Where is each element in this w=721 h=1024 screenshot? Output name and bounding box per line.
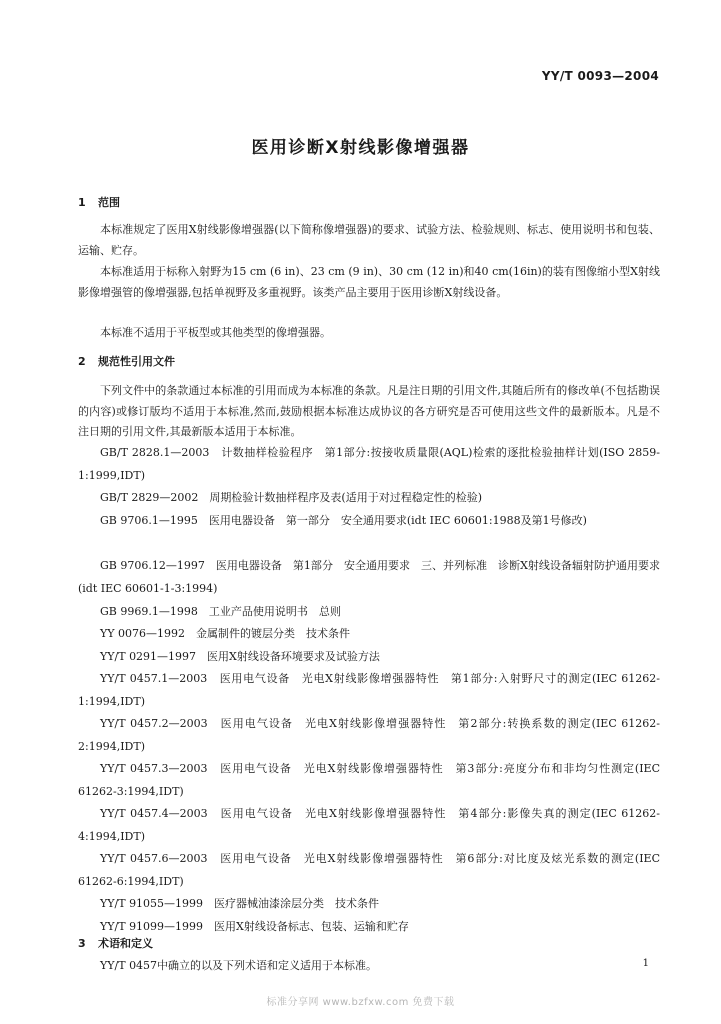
reference-item: YY/T 0457.2—2003 医用电气设备 光电X射线影像增强器特性 第2部分:转换系数的测定(IEC 61262-2:1994,IDT) (78, 717, 660, 753)
section-number: 3 (78, 937, 86, 950)
reference-item: YY 0076—1992 金属制件的镀层分类 技术条件 (100, 627, 351, 640)
document-title: 医用诊断X射线影像增强器 (251, 138, 470, 158)
paragraph: YY/T 0457中确立的以及下列术语和定义适用于本标准。 (100, 959, 378, 972)
section-title: 术语和定义 (98, 937, 153, 950)
reference-item: GB 9706.1—1995 医用电器设备 第一部分 安全通用要求(idt IEC 60601:1988及第1号修改) (100, 514, 587, 527)
paragraph: 本标准适用于标称入射野为15 cm (6 in)、23 cm (9 in)、30 cm (12 in)和40 cm(16in)的装有图像缩小型X射线影像增强管的像增强器,包括单视野及多重视野。该类产品主要用于医用诊断X射线设备。 (78, 265, 660, 299)
paragraph: 本标准规定了医用X射线影像增强器(以下简称像增强器)的要求、试验方法、检验规则、标志、使用说明书和包装、运输、贮存。 (78, 223, 660, 257)
section-heading-scope (78, 194, 120, 210)
paragraph: 下列文件中的条款通过本标准的引用而成为本标准的条款。凡是注日期的引用文件,其随后所有的修改单(不包括勘误的内容)或修订版均不适用于本标准,然而,鼓励根据本标准达成协议的各方研究是否可使用这些文件的最新版本。凡是不注日期的引用文件,其最新版本适用于本标准。 (78, 384, 660, 438)
section-number: 2 (78, 355, 86, 368)
page-number: 1 (642, 958, 649, 969)
section-title: 规范性引用文件 (98, 355, 175, 368)
section-heading-terms-definitions (78, 935, 153, 951)
reference-item: GB 9706.12—1997 医用电器设备 第1部分 安全通用要求 三、并列标准 诊断X射线设备辐射防护通用要求(idt IEC 60601-1-3:1994) (78, 559, 660, 595)
reference-item: YY/T 91055—1999 医疗器械油漆涂层分类 技术条件 (100, 897, 380, 910)
paragraph: 本标准不适用于平板型或其他类型的像增强器。 (100, 326, 331, 339)
reference-item: YY/T 91099—1999 医用X射线设备标志、包装、运输和贮存 (100, 920, 409, 933)
reference-item: YY/T 0457.3—2003 医用电气设备 光电X射线影像增强器特性 第3部分:亮度分布和非均匀性测定(IEC 61262-3:1994,IDT) (78, 762, 660, 798)
section-number: 1 (78, 196, 86, 209)
section-heading-normative-references (78, 353, 175, 369)
standard-number: YY/T 0093—2004 (541, 69, 659, 83)
reference-item: GB 9969.1—1998 工业产品使用说明书 总则 (100, 605, 341, 618)
reference-item: YY/T 0457.1—2003 医用电气设备 光电X射线影像增强器特性 第1部分:入射野尺寸的测定(IEC 61262-1:1994,IDT) (78, 672, 660, 708)
reference-item: YY/T 0457.4—2003 医用电气设备 光电X射线影像增强器特性 第4部分:影像失真的测定(IEC 61262-4:1994,IDT) (78, 807, 660, 843)
reference-item: GB/T 2829—2002 周期检验计数抽样程序及表(适用于对过程稳定性的检验) (100, 491, 482, 504)
reference-item: GB/T 2828.1—2003 计数抽样检验程序 第1部分:按接收质量限(AQL)检索的逐批检验抽样计划(ISO 2859-1:1999,IDT) (78, 446, 660, 482)
section-title: 范围 (98, 196, 120, 209)
reference-item: YY/T 0291—1997 医用X射线设备环境要求及试验方法 (100, 650, 380, 663)
footer-watermark: 标准分享网 www.bzfxw.com 免费下载 (266, 997, 455, 1008)
reference-item: YY/T 0457.6—2003 医用电气设备 光电X射线影像增强器特性 第6部分:对比度及炫光系数的测定(IEC 61262-6:1994,IDT) (78, 852, 660, 888)
